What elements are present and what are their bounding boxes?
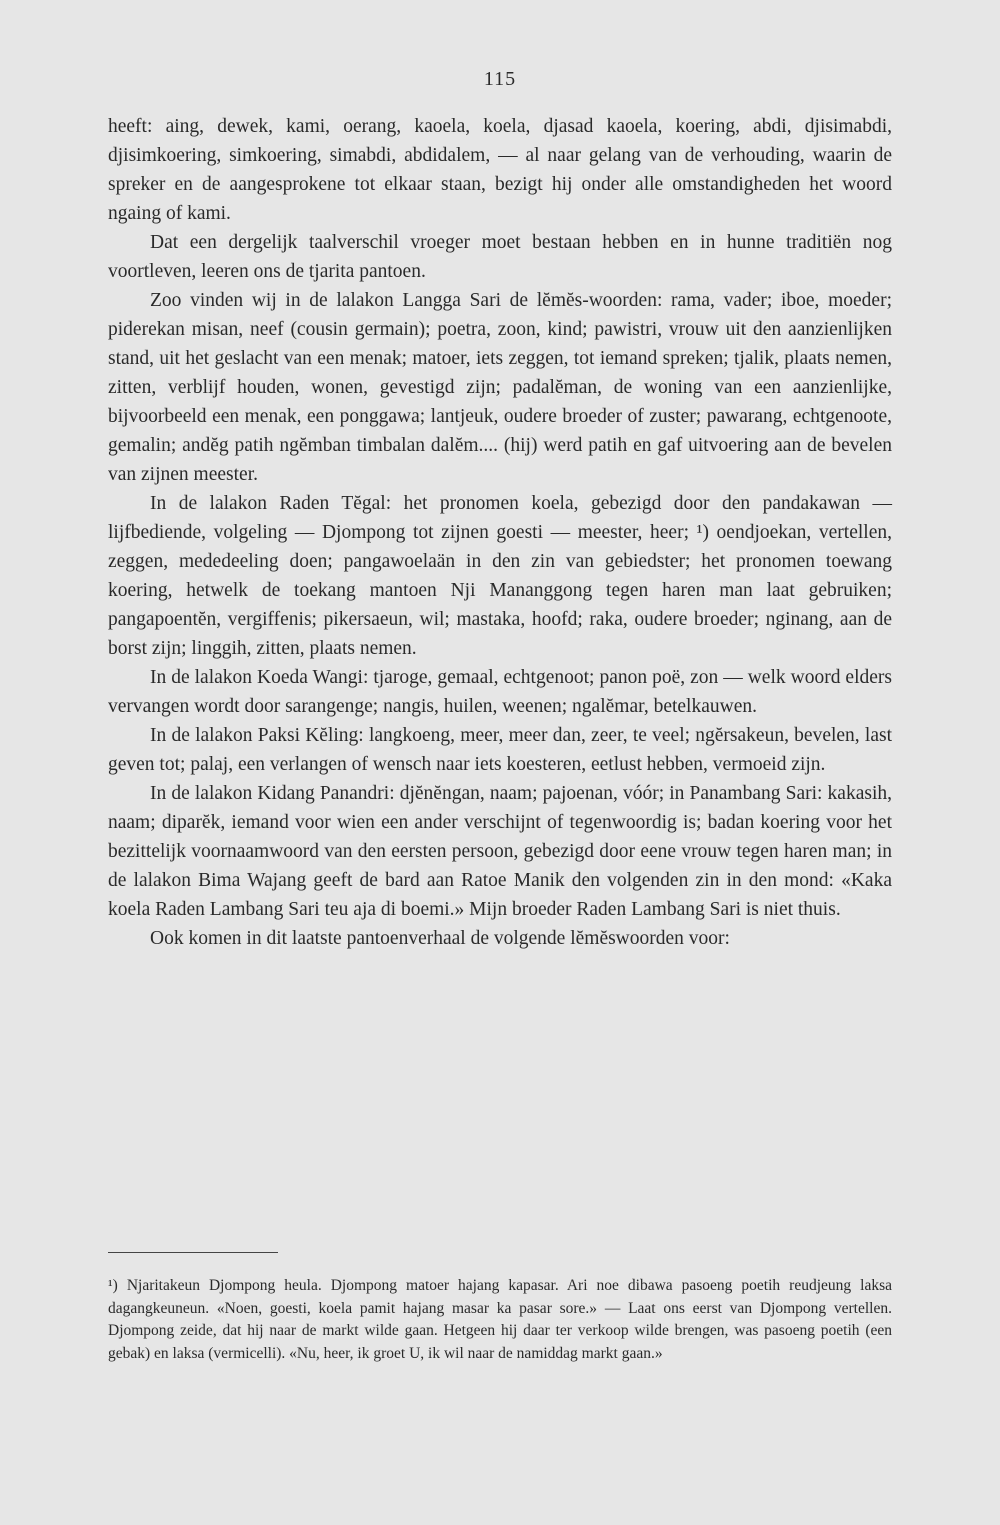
paragraph: In de lalakon Raden Tĕgal: het pronomen koela, gebezigd door den pandakawan — lijfbediende, volgeling — Djompong tot zijnen goesti — meester, heer; ¹) oendjoekan, vertellen, zeggen, mededeeling doen; pangawoelaän in den zin van gebiedster; het pronomen toewang koering, hetwelk de toekang mantoen Nji Mananggong tegen haren man laat gebruiken; pangapoentĕn, vergiffenis; pikersaeun, wil; mastaka, hoofd; raka, oudere broeder; nginang, aan de borst zijn; linggih, zitten, plaats nemen.	[108, 493, 892, 659]
footnote-text: Njaritakeun Djompong heula. Djompong matoer hajang kapasar. Ari noe dibawa pasoeng poetih reudjeung laksa dagangkeuneun. «Noen, goesti, koela pamit hajang masar ka pasar sore.» — Laat ons eerst van Djompong vertellen. Djompong zeide, dat hij naar de markt wilde gaan. Hetgeen hij daar ter verkoop wilde brengen, was pasoeng poetih (een gebak) en laksa (vermicelli). «Nu, heer, ik groet U, ik wil naar de namiddag markt gaan.»	[108, 1277, 892, 1362]
body-text	[108, 112, 892, 953]
paragraph: Zoo vinden wij in de lalakon Langga Sari de lĕmĕs-woorden: rama, vader; iboe, moeder; piderekan misan, neef (cousin germain); poetra, zoon, kind; pawistri, vrouw uit den aanzienlijken stand, uit het geslacht van een menak; matoer, iets zeggen, tot iemand spreken; tjalik, plaats nemen, zitten, verblijf houden, wonen, gevestigd zijn; padalĕman, de woning van een aanzienlijke, bijvoorbeeld een menak, een ponggawa; lantjeuk, oudere broeder of zuster; pawarang, echtgenoote, gemalin; andĕg patih ngĕmban timbalan dalĕm.... (hij) werd patih en gaf uitvoering aan de bevelen van zijnen meester.	[108, 290, 892, 485]
paragraph: In de lalakon Kidang Panandri: djĕnĕngan, naam; pajoenan, vóór; in Panambang Sari: kakasih, naam; diparĕk, iemand voor wien een ander verschijnt of tegenwoordig is; badan koering voor het bezittelijk voornaamwoord van den eersten persoon, gebezigd door eene vrouw tegen haren man; in de lalakon Bima Wajang geeft de bard aan Ratoe Manik den volgenden zin in den mond: «Kaka koela Raden Lambang Sari teu aja di boemi.» Mijn broeder Raden Lambang Sari is niet thuis.	[108, 783, 892, 920]
paragraph: In de lalakon Paksi Kĕling: langkoeng, meer, meer dan, zeer, te veel; ngĕrsakeun, bevelen, last geven tot; palaj, een verlangen of wensch naar iets koesteren, eetlust hebben, vermoeid zijn.	[108, 725, 892, 775]
footnote-marker: ¹)	[108, 1277, 118, 1294]
footnote	[108, 1275, 892, 1365]
paragraph: heeft: aing, dewek, kami, oerang, kaoela, koela, djasad kaoela, koering, abdi, djisimabdi, djisimkoering, simkoering, simabdi, abdidalem, — al naar gelang van de verhouding, waarin de spreker en de aangesprokene tot elkaar staan, bezigt hij onder alle omstandigheden het woord ngaing of kami.	[108, 116, 892, 224]
paragraph: Ook komen in dit laatste pantoenverhaal de volgende lĕmĕswoorden voor:	[150, 928, 730, 949]
paragraph: Dat een dergelijk taalverschil vroeger moet bestaan hebben en in hunne traditiën nog voortleven, leeren ons de tjarita pantoen.	[108, 232, 892, 282]
footnote-divider	[108, 1252, 278, 1253]
paragraph: In de lalakon Koeda Wangi: tjaroge, gemaal, echtgenoot; panon poë, zon — welk woord elders vervangen wordt door sarangenge; nangis, huilen, weenen; ngalĕmar, betelkauwen.	[108, 667, 892, 717]
page-number: 115	[483, 68, 517, 90]
footnote-text-block	[108, 1275, 892, 1365]
